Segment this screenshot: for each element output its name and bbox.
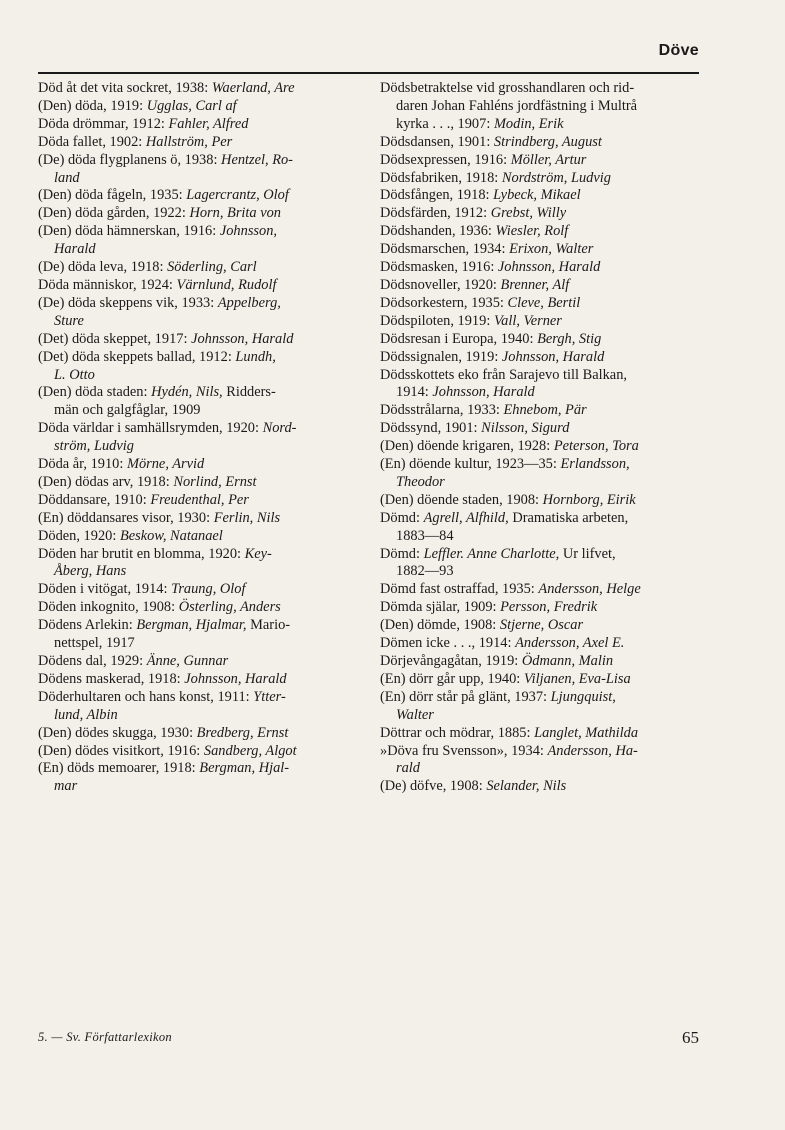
entry-author: Bergman, Hjalmar, [136,617,247,634]
entry-continuation-line [38,402,358,420]
index-entry [380,277,702,295]
index-entry [380,617,702,635]
index-entry [380,295,702,313]
entry-line [38,187,358,205]
page-number: 65 [682,1028,699,1047]
index-entry [380,689,702,725]
entry-author: Hydén, Nils, [151,384,223,401]
entry-continuation-line [38,563,358,581]
entry-line [38,581,358,599]
entry-title: Dömd: [380,545,424,562]
entry-author: Theodor [396,473,445,490]
entry-title: Dödsstrålarna, 1933: [380,402,504,419]
index-entry [380,134,702,152]
entry-author: Grebst, Willy [490,205,567,222]
index-entry [380,420,702,438]
entry-author: Ugglas, Carl af [146,97,237,114]
entry-title: Dödssynd, 1901: [380,420,482,437]
entry-title: 1882—93 [396,563,454,580]
entry-title: Döda fallet, 1902: [38,133,146,150]
entry-title: Dödshanden, 1936: [380,223,496,240]
entry-author: Walter [396,706,434,723]
entry-line [380,725,702,743]
index-entry [380,778,702,796]
entry-author: Appelberg, [217,294,281,311]
entry-author: Nord- [262,420,297,437]
entry-continuation-line [380,707,702,725]
entry-author: Key- [244,545,272,562]
index-entry [38,223,358,259]
entry-title: Dörjevångagåtan, 1919: [380,653,522,669]
entry-title: (Den) döende staden, 1908: [380,491,543,508]
entry-title: Dödsnoveller, 1920: [380,276,501,293]
entry-line [38,760,358,778]
index-entry [380,546,702,582]
entry-title: (En) dörr går upp, 1940: [380,670,524,687]
entry-line [38,223,358,241]
entry-title: (En) döddansares visor, 1930: [38,509,214,526]
entry-author: Söderling, Carl [167,259,257,276]
entry-title: Döda världar i samhällsrymden, 1920: [38,420,263,437]
entry-title: Döden, 1920: [38,527,120,544]
entry-continuation-line [380,98,702,116]
entry-line [38,653,358,671]
entry-continuation-line [38,313,358,331]
entry-title: (Den) dödes skugga, 1930: [38,724,197,741]
index-entry [38,653,358,671]
entry-author: Peterson, Tora [553,438,639,455]
entry-title: 1914: [396,384,433,401]
index-entry [38,80,358,98]
entry-line [38,98,358,116]
entry-author: Johnsson, Harald [184,670,287,687]
entry-author: Andersson, Ha- [547,742,638,759]
entry-author: Selander, Nils [486,778,567,795]
entry-author: ström, Ludvig [54,438,134,455]
entry-title: Dödssignalen, 1919: [380,348,502,365]
entry-line [380,152,702,170]
entry-line [380,653,702,671]
entry-author: Brenner, Alf [500,276,570,293]
entry-author: Värnlund, Rudolf [176,276,277,293]
entry-author: Sandberg, Algot [203,742,297,759]
entry-continuation-line [38,367,358,385]
entry-author: Andersson, Helge [538,581,641,598]
entry-title: Mario- [246,617,291,634]
entry-title: (Den) döende krigaren, 1928: [380,438,554,455]
entry-line [380,367,702,385]
entry-author: Möller, Artur [510,151,587,168]
index-entry [380,349,702,367]
index-entry [38,116,358,134]
entry-line [380,546,702,564]
entry-author: Hornborg, Eirik [542,491,636,508]
running-head: Döve [658,42,699,59]
index-entry [380,402,702,420]
entry-title: (Den) döda hämnerskan, 1916: [38,223,220,240]
entry-title: (Den) dödes visitkort, 1916: [38,742,204,759]
index-entry [38,331,358,349]
entry-author: Österling, Anders [178,599,281,616]
entry-line [380,402,702,420]
entry-line [380,295,702,313]
index-entry [380,367,702,403]
left-column [38,80,358,796]
entry-author: Modin, Erik [493,115,564,132]
entry-line [38,671,358,689]
entry-line [380,313,702,331]
entry-author: Vall, Verner [493,312,562,329]
entry-line [38,134,358,152]
entry-line [380,205,702,223]
entry-title: Dödens maskerad, 1918: [38,670,185,687]
entry-title: Död åt det vita sockret, 1938: [38,80,212,96]
entry-title: Dödsresan i Europa, 1940: [380,330,538,347]
entry-author: Langlet, Mathilda [534,724,639,741]
entry-line [380,277,702,295]
entry-line [38,510,358,528]
entry-continuation-line [38,778,358,796]
entry-title: Dödsexpressen, 1916: [380,151,511,168]
index-entry [380,170,702,188]
entry-line [38,474,358,492]
entry-author: Johnsson, Harald [501,348,605,365]
entry-title: Döddansare, 1910: [38,491,151,508]
entry-line [380,492,702,510]
index-entry [380,331,702,349]
entry-line [380,331,702,349]
entry-author: Erlandsson, [560,456,630,473]
entry-author: Norlind, Ernst [173,473,257,490]
entry-author: Ferlin, Nils [213,509,281,526]
entry-author: Erixon, Walter [509,241,594,258]
entry-line [38,116,358,134]
entry-author: Nilsson, Sigurd [481,420,570,437]
entry-line [38,492,358,510]
index-entry [380,456,702,492]
entry-author: Bergh, Stig [537,330,602,347]
entry-author: Leffler. Anne Charlotte, [423,545,560,562]
entry-line [38,420,358,438]
entry-title: Dömd fast ostraffad, 1935: [380,581,539,598]
entry-line [38,259,358,277]
entry-author: land [54,169,80,186]
entry-author: Waerland, Are [211,80,295,96]
entry-line [38,384,358,402]
entry-author: Änne, Gunnar [146,653,229,669]
index-entry [38,259,358,277]
entry-continuation-line [380,384,702,402]
index-entry [38,384,358,420]
index-entry [38,510,358,528]
entry-line [38,528,358,546]
entry-title: Dramatiska arbeten, [508,509,629,526]
entry-continuation-line [380,528,702,546]
entry-author: Nordström, Ludvig [501,169,611,186]
entry-line [380,599,702,617]
entry-line [380,671,702,689]
entry-title: Dödsfärden, 1912: [380,205,491,222]
entry-title: (Den) döda fågeln, 1935: [38,187,187,204]
entry-line [38,599,358,617]
entry-author: Persson, Fredrik [500,599,598,616]
entry-author: Hentzel, Ro- [221,151,293,168]
entry-line [380,510,702,528]
index-entry [38,599,358,617]
entry-title: nettspel, 1917 [54,635,135,652]
entry-author: Viljanen, Eva-Lisa [523,670,631,687]
entry-title: Dömda själar, 1909: [380,599,501,616]
index-entry [380,492,702,510]
index-entry [380,223,702,241]
index-entry [38,295,358,331]
entry-author: Freudenthal, Per [150,491,249,508]
entry-author: Harald [54,241,96,258]
entry-title: Ridders- [222,384,276,401]
index-entry [38,349,358,385]
index-entry [380,581,702,599]
entry-title: män och galgfåglar, 1909 [54,402,201,419]
entry-title: Dödspiloten, 1919: [380,312,494,329]
index-entry [38,546,358,582]
entry-line [380,134,702,152]
entry-title: (De) döfve, 1908: [380,778,487,795]
entry-line [38,546,358,564]
index-entry [38,760,358,796]
entry-author: Johnsson, Harald [432,384,535,401]
index-entry [38,743,358,761]
entry-line [380,581,702,599]
index-entry [38,581,358,599]
index-entry [380,725,702,743]
entry-author: Ehnebom, Pär [503,402,587,419]
entry-line [38,205,358,223]
entry-line [38,349,358,367]
index-entry [380,671,702,689]
index-entry [38,187,358,205]
entry-author: Beskow, Natanael [119,527,223,544]
entry-author: Fahler, Alfred [168,115,249,132]
entry-line [380,80,702,98]
entry-title: (En) döende kultur, 1923—35: [380,456,561,473]
index-entry [380,80,702,134]
entry-line [380,635,702,653]
entry-title: daren Johan Fahléns jordfästning i Multrå [396,97,637,114]
entry-author: Horn, Brita von [189,205,281,222]
entry-continuation-line [38,635,358,653]
entry-title: (Den) döda, 1919: [38,97,147,114]
entry-author: Traung, Olof [171,581,246,598]
index-entry [38,671,358,689]
index-entry [380,635,702,653]
entry-author: L. Otto [54,366,95,383]
index-entry [38,134,358,152]
entry-title: Dödsfången, 1918: [380,187,494,204]
entry-line [38,456,358,474]
index-entry [380,438,702,456]
entry-author: Johnsson, [219,223,278,240]
entry-title: (En) dörr står på glänt, 1937: [380,688,551,705]
index-entry [380,187,702,205]
entry-title: Dödsbetraktelse vid grosshandlaren och rid- [380,80,635,96]
entry-title: (De) döda leva, 1918: [38,259,168,276]
entry-title: Ur lifvet, [559,545,616,562]
entry-line [38,295,358,313]
entry-line [38,689,358,707]
entry-line [380,778,702,796]
entry-author: Ljungquist, [550,688,616,705]
entry-line [380,456,702,474]
entry-title: Döda människor, 1924: [38,276,177,293]
entry-title: Döden har brutit en blomma, 1920: [38,545,245,562]
entry-author: Åberg, Hans [54,563,127,580]
entry-author: Johnsson, Harald [191,330,294,347]
index-entry [38,98,358,116]
entry-line [38,725,358,743]
entry-author: mar [54,778,78,795]
entry-title: Döda drömmar, 1912: [38,115,169,132]
entry-author: Johnsson, Harald [497,259,601,276]
entry-author: Hallström, Per [145,133,233,150]
entry-title: Döderhultaren och hans konst, 1911: [38,688,254,705]
index-entry [38,456,358,474]
entry-title: (De) döda skeppens vik, 1933: [38,294,218,311]
entry-line [38,331,358,349]
index-entry [380,241,702,259]
entry-line [38,743,358,761]
index-entry [38,420,358,456]
index-entry [38,474,358,492]
index-entry [38,617,358,653]
entry-author: Ödmann, Malin [521,653,614,669]
entry-author: Stjerne, Oscar [499,617,584,634]
entry-title: (Den) döda staden: [38,384,152,401]
entry-title: (Det) döda skeppets ballad, 1912: [38,348,236,365]
entry-line [380,187,702,205]
entry-line [38,617,358,635]
entry-continuation-line [38,170,358,188]
entry-continuation-line [380,116,702,134]
entry-author: Mörne, Arvid [126,456,205,473]
entry-line [38,277,358,295]
index-entry [38,689,358,725]
index-entry [38,277,358,295]
entry-author: Bergman, Hjal- [199,760,290,777]
entry-author: Lagercrantz, Olof [186,187,289,204]
entry-author: Wiesler, Rolf [495,223,569,240]
index-entry [380,313,702,331]
entry-line [380,349,702,367]
entry-line [380,420,702,438]
entry-title: (En) döds memoarer, 1918: [38,760,200,777]
index-entry [38,152,358,188]
entry-title: Dödsorkestern, 1935: [380,294,508,311]
entry-title: Dödsmasken, 1916: [380,259,498,276]
index-entry [380,205,702,223]
entry-title: Dödens Arlekin: [38,617,137,634]
index-entry [380,743,702,779]
index-entry [38,205,358,223]
entry-author: Agrell, Alfhild, [423,509,509,526]
header-rule [38,72,699,74]
entry-line [380,743,702,761]
entry-title: kyrka . . ., 1907: [396,115,494,132]
entry-title: Dödsdansen, 1901: [380,133,494,150]
entry-title: (Den) dödas arv, 1918: [38,473,174,490]
entry-continuation-line [38,707,358,725]
entry-line [380,438,702,456]
entry-title: Dödsskottets eko från Sarajevo till Balkan, [380,366,627,383]
entry-line [380,170,702,188]
entry-author: Cleve, Bertil [507,294,581,311]
entry-title: Dödens dal, 1929: [38,653,147,669]
entry-author: lund, Albin [54,706,118,723]
entry-title: Döda år, 1910: [38,456,127,473]
entry-author: Ytter- [253,688,286,705]
entry-author: rald [396,760,420,777]
entry-title: Dödsmarschen, 1934: [380,241,510,258]
entry-title: Dömen icke . . ., 1914: [380,635,516,652]
entry-line [38,80,358,98]
index-entry [38,492,358,510]
entry-author: Lundh, [235,348,276,365]
entry-title: (De) döda flygplanens ö, 1938: [38,151,222,168]
entry-continuation-line [38,241,358,259]
entry-title: (Det) döda skeppet, 1917: [38,330,192,347]
entry-continuation-line [380,760,702,778]
footer-signature: 5. — Sv. Författarlexikon [38,1030,172,1044]
index-entry [380,152,702,170]
entry-line [380,259,702,277]
index-entry [380,510,702,546]
entry-continuation-line [380,474,702,492]
entry-title: (Den) dömde, 1908: [380,617,500,634]
entry-title: 1883—84 [396,527,454,544]
right-column [380,80,702,796]
entry-author: Bredberg, Ernst [196,724,289,741]
entry-title: Dömd: [380,509,424,526]
entry-title: Döden inkognito, 1908: [38,599,179,616]
index-entry [380,653,702,671]
entry-continuation-line [38,438,358,456]
index-entry [380,259,702,277]
entry-title: Döttrar och mödrar, 1885: [380,724,535,741]
entry-author: Sture [54,312,84,329]
entry-author: Strindberg, August [493,133,602,150]
entry-title: »Döva fru Svensson», 1934: [380,742,548,759]
entry-title: Dödsfabriken, 1918: [380,169,502,186]
index-entry [38,528,358,546]
index-entry [380,599,702,617]
entry-line [38,152,358,170]
entry-line [380,241,702,259]
entry-title: Döden i vitögat, 1914: [38,581,172,598]
entry-line [380,617,702,635]
index-entry [38,725,358,743]
entry-author: Lybeck, Mikael [493,187,581,204]
entry-line [380,223,702,241]
entry-author: Andersson, Axel E. [515,635,625,652]
entry-title: (Den) döda gården, 1922: [38,205,190,222]
entry-line [380,689,702,707]
entry-continuation-line [380,563,702,581]
